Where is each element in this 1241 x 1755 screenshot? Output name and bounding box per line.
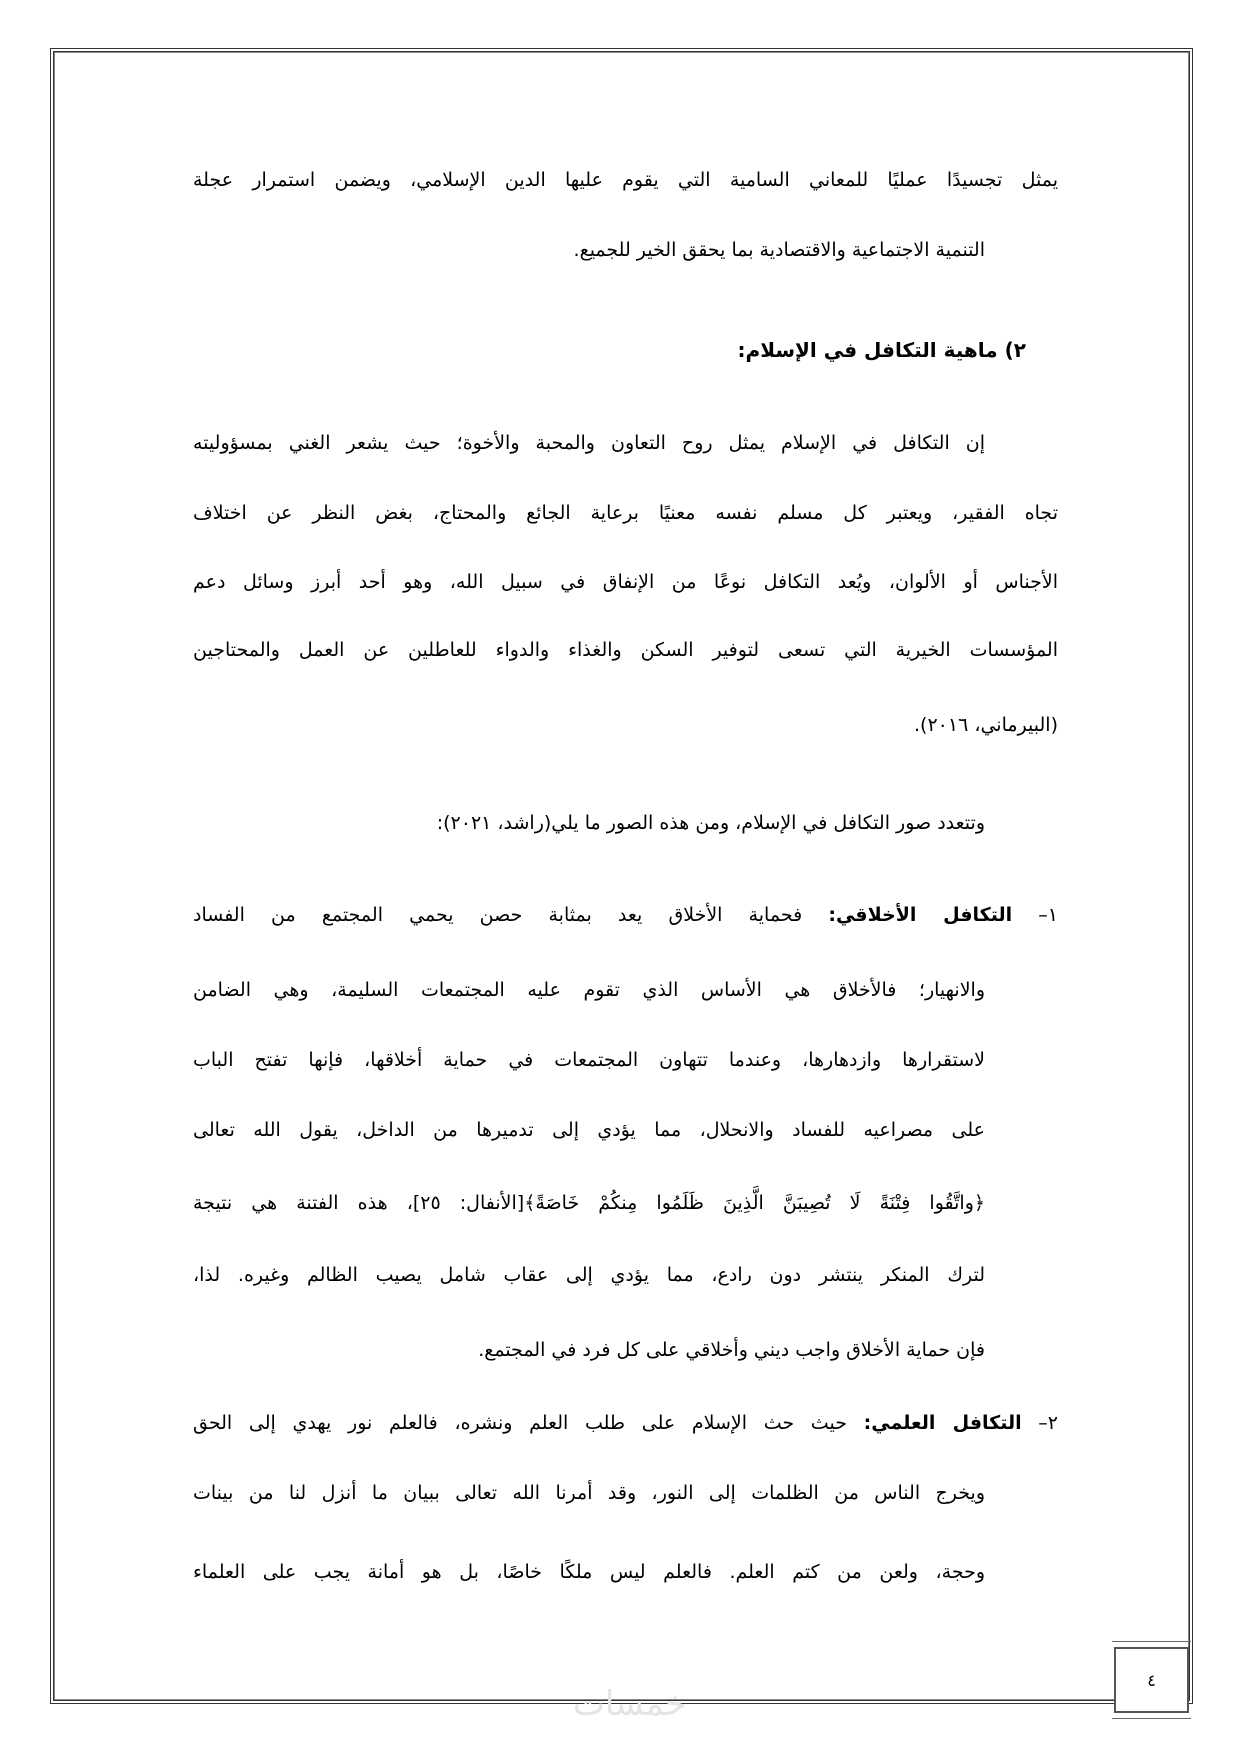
definition-line-4: المؤسسات الخيرية التي تسعى لتوفير السكن والغذاء والدواء للعاطلين عن العمل والمحتاجين (193, 639, 1058, 661)
item-1-line-4: على مصراعيه للفساد والانحلال، مما يؤدي إلى تدميرها من الداخل، يقول الله تعالى (193, 1119, 985, 1141)
page-number-box (1114, 1647, 1189, 1713)
section-heading: ٢) ماهية التكافل في الإسلام: (737, 338, 1026, 362)
item-1-line-7: فإن حماية الأخلاق واجب ديني وأخلاقي على كل فرد في المجتمع. (478, 1339, 985, 1361)
definition-line-2: تجاه الفقير، ويعتبر كل مسلم نفسه معنيًا برعاية الجائع والمحتاج، بغض النظر عن اختلاف (193, 502, 1058, 524)
item-1-text: فحماية الأخلاق يعد بمثابة حصن يحمي المجتمع من الفساد (193, 904, 803, 926)
item-2-line-2: ويخرج الناس من الظلمات إلى النور، وقد أمرنا الله تعالى ببيان ما أنزل لنا من بينات (193, 1482, 985, 1504)
item-1-number: ١– (1038, 904, 1058, 926)
forms-paragraph: وتتعدد صور التكافل في الإسلام، ومن هذه الصور ما يلي(راشد، ٢٠٢١): (436, 812, 985, 834)
item-1-first-line (193, 897, 1058, 933)
item-1-title: التكافل الأخلاقي: (828, 904, 1013, 926)
item-2-line-3: وحجة، ولعن من كتم العلم. فالعلم ليس ملكًا خاصًا، بل هو أمانة يجب على العلماء (193, 1561, 985, 1583)
item-2-title: التكافل العلمي: (863, 1412, 1022, 1434)
item-1-verse-line: ﴿واتَّقُوا فِتْنَةً لَا تُصِيبَنَّ الَّذِينَ ظَلَمُوا مِنكُمْ خَاصَةً﴾[الأنفال: ٢٥]، هذه الفتنة هي نتيجة (193, 1192, 985, 1214)
watermark-logo: خمسات (572, 1684, 687, 1724)
intro-line-2: التنمية الاجتماعية والاقتصادية بما يحقق الخير للجميع. (573, 239, 985, 261)
page-number: ٤ (1147, 1670, 1156, 1690)
item-1-line-3: لاستقرارها وازدهارها، وعندما تتهاون المجتمعات في حماية أخلاقها، فإنها تفتح الباب (193, 1049, 985, 1071)
definition-line-5: (البيرماني، ٢٠١٦). (914, 714, 1058, 736)
item-2-text: حيث حث الإسلام على طلب العلم ونشره، فالعلم نور يهدي إلى الحق (193, 1412, 847, 1434)
definition-line-1: إن التكافل في الإسلام يمثل روح التعاون والمحبة والأخوة؛ حيث يشعر الغني بمسؤوليته (193, 432, 985, 454)
item-1-line-6: لترك المنكر ينتشر دون رادع، مما يؤدي إلى عقاب شامل يصيب الظالم وغيره. لذا، (193, 1264, 985, 1286)
intro-line-1: يمثل تجسيدًا عمليًا للمعاني السامية التي يقوم عليها الدين الإسلامي، ويضمن استمرار عجلة (193, 169, 1058, 191)
item-2-first-line (193, 1405, 1058, 1441)
item-1-line-2: والانهيار؛ فالأخلاق هي الأساس الذي تقوم عليه المجتمعات السليمة، وهي الضامن (193, 979, 985, 1001)
page-border-inner (54, 52, 1189, 1700)
item-2-number: ٢– (1038, 1412, 1058, 1434)
definition-line-3: الأجناس أو الألوان، ويُعد التكافل نوعًا من الإنفاق في سبيل الله، وهو أحد أبرز وسائل دعم (193, 571, 1058, 593)
